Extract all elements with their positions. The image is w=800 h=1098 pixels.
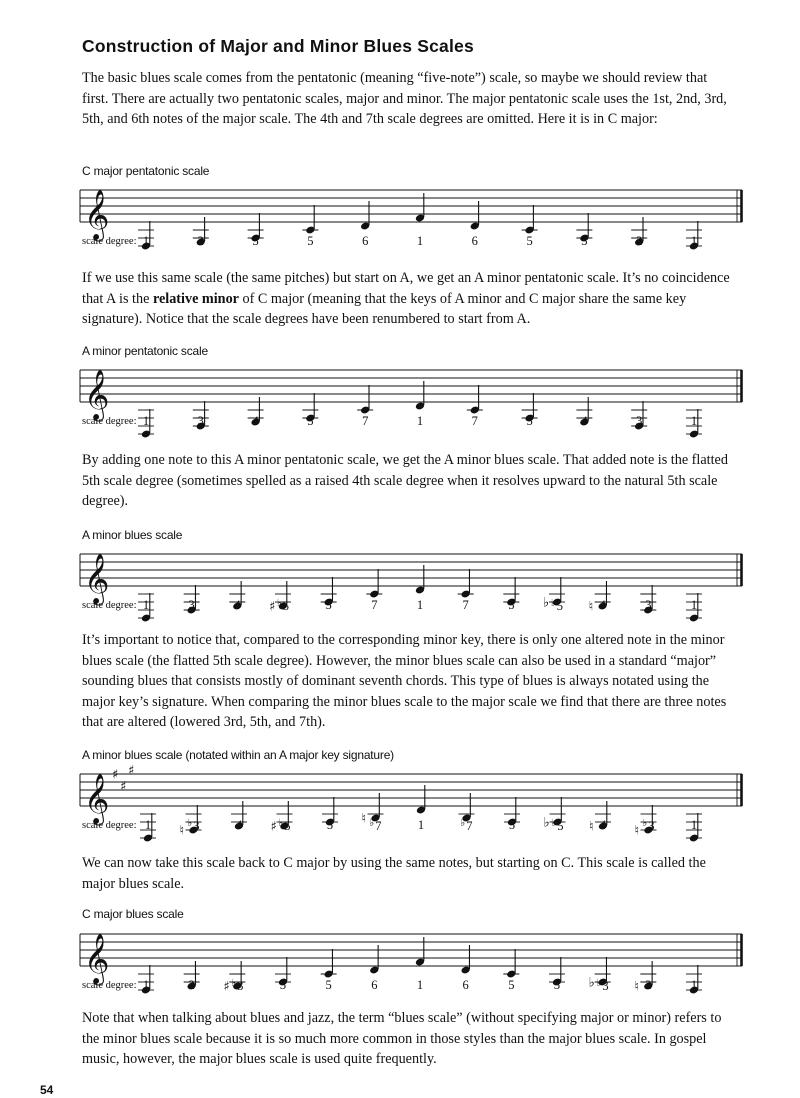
scale-degree-number: [509, 818, 515, 833]
flat-sign-icon: ♭: [278, 818, 284, 829]
scale-degree-value: 1: [416, 414, 424, 428]
scale-degree-number: [362, 414, 368, 429]
scale-degree-number: [551, 598, 563, 614]
scale-degree-value: 4: [599, 598, 606, 612]
scale-degree-label: scale degree:: [82, 236, 137, 247]
scale-degree-value: 5: [526, 414, 533, 428]
page-number: 54: [40, 1083, 54, 1097]
scale-degree-value: 5: [556, 599, 563, 613]
scale-degree-value: 3: [636, 414, 643, 428]
accidental-natural-icon: ♮: [589, 819, 594, 835]
staff-a-minor-blues-a-major-key: [76, 764, 744, 844]
treble-clef-icon: 𝄞: [84, 934, 110, 984]
scale-degree-value: 3: [197, 414, 204, 428]
scale-degree-number: [418, 818, 424, 833]
scale-degree-number: [552, 818, 564, 834]
scale-degree-number: [252, 414, 258, 429]
scale-degree-number: [198, 414, 204, 429]
paragraph-relative-minor: [82, 268, 732, 330]
flat-sign-icon: ♭: [551, 818, 557, 829]
para2-text-b: of C major (meaning that the keys of A minor and C major share the same key signature). Notice that the scale degrees have been renumbered to start from A.: [82, 290, 687, 327]
scale-degree-value: 7: [462, 598, 469, 612]
scale-degree-value: 5: [325, 598, 332, 612]
accidental-sharp-icon: ♯: [223, 979, 230, 995]
flat-sign-icon: ♭: [187, 818, 193, 829]
paragraph-altered-notes: It’s important to notice that, compared to the corresponding minor key, there is only one altered note in the minor blues scale (the flatted 5th scale degree). However, the minor blues scale can also be used in a standard “major” sounding blues that consists mostly of dominant seventh chords. This type of blues is always notated using the major key’s signature. When comparing the minor blues scale to the major scale we find that there are three notes that are altered (lowered 3rd, 5th, and 7th).: [82, 632, 727, 730]
treble-clef-icon: 𝄞: [84, 774, 110, 824]
scale-degree-number: [326, 598, 332, 613]
scale-degree-number: [508, 978, 514, 993]
scale-degree-value: 3: [648, 819, 655, 833]
scale-degree-number: [188, 818, 200, 834]
scale-degree-value: 1: [416, 598, 424, 612]
scale-degree-number: [371, 978, 377, 993]
scale-degree-value: 5: [557, 819, 564, 833]
scale-degree-value: 5: [508, 978, 515, 992]
scale-degree-value: 6: [371, 978, 378, 992]
scale-degree-value: 5: [508, 818, 516, 832]
staff-svg: [76, 360, 744, 422]
scale-degree-value: 6: [471, 234, 478, 248]
scale-degree-value: 4: [252, 414, 259, 428]
scale-degree-label: scale degree:: [82, 600, 137, 611]
scale-degree-value: 1: [417, 818, 425, 832]
scale-degree-number: [526, 414, 532, 429]
accidental-sharp-icon: ♯: [269, 599, 276, 615]
scale-degree-label: scale degree:: [82, 820, 137, 831]
flat-sign-icon: ♭: [642, 818, 648, 829]
treble-clef-icon: 𝄞: [84, 370, 110, 420]
key-signature-sharp-icon: ♯: [120, 779, 127, 795]
scale-degree-number: [691, 978, 697, 993]
accidental-flat-icon: ♭: [543, 595, 550, 611]
accidental-flat-icon: ♭: [588, 975, 595, 991]
scale-degree-value: 7: [371, 598, 378, 612]
scale-degree-value: 3: [193, 819, 200, 833]
staff-svg: [76, 924, 744, 995]
scale-degree-value: 6: [362, 234, 369, 248]
scale-degree-value: 1: [690, 818, 698, 832]
scale-degree-number: [691, 818, 697, 833]
flat-sign-icon: ♭: [460, 818, 466, 829]
scale-degree-number: [645, 598, 651, 613]
scale-degree-value: 4: [581, 414, 588, 428]
flat-sign-icon: ♭: [596, 978, 602, 989]
scale-degree-number: [143, 414, 149, 429]
scale-degree-number: [143, 598, 149, 613]
scale-degree-number: [236, 818, 242, 833]
scale-degree-number: [636, 234, 642, 249]
scale-degree-number: [636, 414, 642, 429]
scale-degree-value: 7: [466, 819, 473, 833]
scale-degree-value: 2: [636, 234, 643, 248]
scale-degree-value: 3: [237, 979, 244, 993]
scale-degree-number: [307, 414, 313, 429]
scale-degree-number: [508, 598, 514, 613]
scale-caption: A minor blues scale (notated within an A major key signature): [82, 748, 394, 762]
accidental-natural-icon: ♮: [588, 599, 594, 615]
scale-degree-number: [252, 234, 258, 249]
scale-degree-value: 1: [142, 598, 150, 612]
scale-degree-number: [362, 234, 368, 249]
accidental-natural-icon: ♮: [179, 823, 185, 839]
staff-svg: [76, 180, 744, 242]
treble-clef-icon: 𝄞: [84, 190, 110, 240]
accidental-natural-icon: ♮: [634, 979, 639, 995]
scale-degree-number: [581, 234, 587, 249]
scale-degree-value: 1: [690, 978, 698, 992]
staff-a-minor-pentatonic: [76, 360, 744, 440]
scale-degree-value: 1: [416, 234, 424, 248]
scale-degree-value: 5: [307, 414, 314, 428]
scale-degree-value: 3: [581, 234, 588, 248]
scale-degree-number: [597, 978, 609, 994]
scale-degree-number: [417, 598, 423, 613]
scale-degree-value: 5: [284, 819, 291, 833]
staff-a-minor-blues: [76, 544, 744, 624]
scale-degree-value: 6: [462, 978, 469, 992]
scale-degree-number: [600, 598, 606, 613]
scale-degree-value: 5: [326, 818, 334, 832]
scale-degree-number: [327, 818, 333, 833]
paragraph-closing-note: Note that when talking about blues and jazz, the term “blues scale” (without specifying major or minor) refers to the minor blues scale because it is so much more common in those styles than the major blues scale. In gospel music, however, the major blues scale is used quite frequently.: [82, 1010, 722, 1067]
scale-degree-value: 3: [252, 234, 259, 248]
scale-degree-value: 1: [690, 234, 698, 248]
paragraph-major-blues: We can now take this scale back to C major by using the same notes, but starting on C. This scale is called the major blues scale.: [82, 855, 706, 892]
page-title: Construction of Major and Minor Blues Scales: [82, 36, 474, 56]
scale-degree-value: 1: [142, 978, 150, 992]
accidental-natural-icon: ♮: [361, 811, 367, 827]
scale-degree-number: [463, 598, 469, 613]
scale-degree-number: [370, 818, 382, 834]
key-signature-sharp-icon: ♯: [128, 763, 135, 779]
scale-degree-value: 2: [645, 978, 652, 992]
scale-caption: A minor blues scale: [82, 528, 183, 542]
scale-degree-number: [371, 598, 377, 613]
scale-degree-number: [231, 978, 243, 994]
scale-degree-label: scale degree:: [82, 980, 137, 991]
scale-degree-number: [472, 234, 478, 249]
scale-degree-value: 1: [416, 978, 424, 992]
flat-sign-icon: ♭: [551, 598, 556, 609]
scale-caption: C major pentatonic scale: [82, 164, 210, 178]
scale-degree-number: [581, 414, 587, 429]
scale-degree-number: [189, 598, 195, 613]
scale-degree-value: 2: [188, 978, 195, 992]
scale-degree-value: 1: [690, 414, 698, 428]
accidental-sharp-icon: ♯: [270, 819, 277, 835]
scale-degree-number: [143, 978, 149, 993]
scale-degree-number: [461, 818, 473, 834]
scale-degree-value: 3: [553, 978, 561, 992]
flat-sign-icon: ♭: [231, 978, 237, 989]
scale-degree-value: 3: [602, 979, 609, 993]
scale-caption: C major blues scale: [82, 907, 184, 921]
scale-degree-value: 4: [235, 818, 243, 832]
scale-degree-value: 1: [142, 414, 150, 428]
scale-degree-value: 5: [307, 234, 314, 248]
paragraph-minor-blues: By adding one note to this A minor pentatonic scale, we get the A minor blues scale. That added note is the flatted 5th scale degree (sometimes spelled as a raised 4th scale degree when it resolves upward to the natural 5th scale degree).: [82, 452, 728, 509]
scale-degree-value: 1: [142, 234, 150, 248]
scale-degree-number: [417, 978, 423, 993]
scale-degree-value: 2: [197, 234, 204, 248]
scale-caption: A minor pentatonic scale: [82, 344, 208, 358]
key-signature-sharp-icon: ♯: [112, 767, 119, 783]
scale-degree-number: [417, 414, 423, 429]
scale-degree-value: 5: [526, 234, 533, 248]
scale-degree-number: [189, 978, 195, 993]
scale-degree-value: 5: [325, 978, 332, 992]
staff-c-major-blues: [76, 924, 744, 1004]
scale-degree-number: [691, 598, 697, 613]
scale-degree-value: 7: [362, 414, 369, 428]
staff-svg: [76, 544, 744, 615]
scale-degree-number: [307, 234, 313, 249]
flat-sign-icon: ♭: [369, 818, 375, 829]
scale-degree-number: [526, 234, 532, 249]
scale-degree-number: [145, 818, 151, 833]
accidental-flat-icon: ♭: [543, 815, 550, 831]
scale-degree-value: 7: [471, 414, 478, 428]
scale-degree-number: [554, 978, 560, 993]
para2-text-a: If we use this same scale (the same pitches) but start on A, we get an A minor pentatonic scale. It’s no coincidence that A is the: [82, 270, 730, 307]
staff-svg: [76, 763, 744, 839]
scale-degree-number: [417, 234, 423, 249]
accidental-natural-icon: ♮: [634, 823, 640, 839]
treble-clef-icon: 𝄞: [84, 554, 110, 604]
scale-degree-value: 4: [234, 598, 241, 612]
scale-degree-value: 7: [375, 819, 382, 833]
scale-degree-value: 3: [188, 598, 195, 612]
scale-degree-number: [277, 598, 289, 614]
scale-degree-value: 1: [690, 598, 698, 612]
scale-degree-number: [280, 978, 286, 993]
scale-degree-number: [143, 234, 149, 249]
scale-degree-value: 4: [599, 818, 607, 832]
scale-degree-number: [198, 234, 204, 249]
scale-degree-number: [463, 978, 469, 993]
scale-degree-value: 1: [144, 818, 152, 832]
flat-sign-icon: ♭: [277, 598, 282, 609]
scale-degree-value: 3: [279, 978, 287, 992]
scale-degree-number: [472, 414, 478, 429]
scale-degree-number: [234, 598, 240, 613]
scale-degree-value: 5: [282, 599, 289, 613]
scale-degree-label: scale degree:: [82, 416, 137, 427]
scale-degree-number: [645, 978, 651, 993]
staff-c-major-pentatonic: [76, 180, 744, 260]
scale-degree-number: [279, 818, 291, 834]
scale-degree-value: 5: [508, 598, 515, 612]
paragraph-intro: The basic blues scale comes from the pentatonic (meaning “five-note”) scale, so maybe we should review that first. There are actually two pentatonic scales, major and minor. The major pentatonic scale uses the 1st, 2nd, 3rd, 5th, and 6th notes of the major scale. The 4th and 7th scale degrees are omitted. Here it is in C major:: [82, 70, 727, 127]
scale-degree-number: [326, 978, 332, 993]
scale-degree-number: [691, 414, 697, 429]
scale-degree-number: [691, 234, 697, 249]
scale-degree-value: 3: [645, 598, 652, 612]
scale-degree-number: [643, 818, 655, 834]
relative-minor-term: relative minor: [152, 290, 239, 307]
scale-degree-number: [600, 818, 606, 833]
